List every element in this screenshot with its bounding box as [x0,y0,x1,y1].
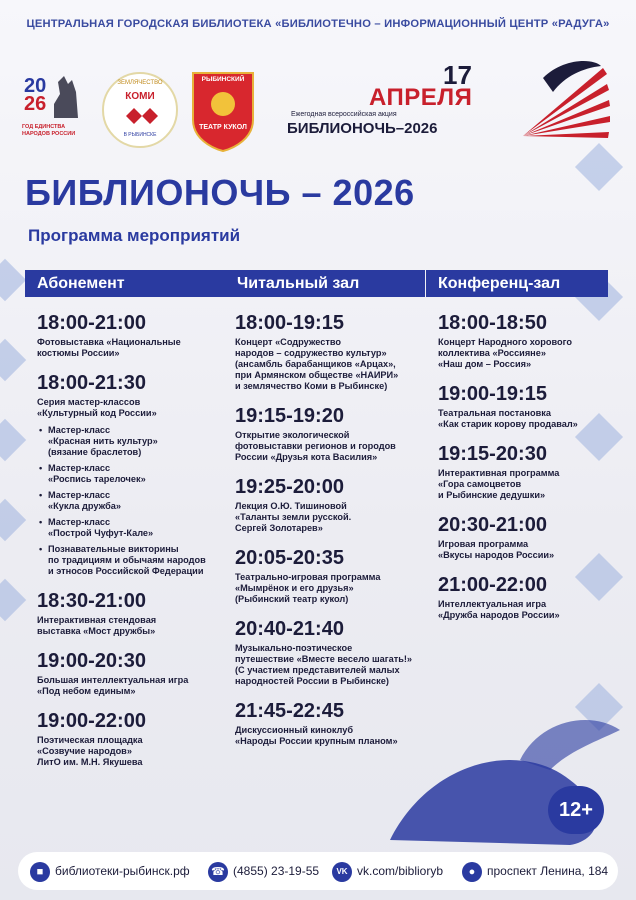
event-time: 19:15-20:30 [438,443,547,465]
page-subtitle: Программа мероприятий [28,226,241,245]
event-time: 18:30-21:00 [37,590,146,612]
phone-icon: ☎ [208,862,228,882]
location-pin-icon: ● [462,862,482,882]
event-description: Игровая программа «Вкусы народов России» [438,539,555,560]
event-time: 19:15-19:20 [235,405,344,427]
event-item [235,618,435,687]
year-logo-bottom: 26 [24,93,47,115]
phone-text: (4855) 23-19-55 [233,864,320,878]
event-time: 21:00-22:00 [438,574,547,596]
vk-link[interactable] [332,860,443,882]
list-item: • Мастер-класс «Красная нить культур» (вязание браслетов) [37,425,227,458]
schedule-column-conference-hall [438,312,608,634]
komi-pattern-icon [126,105,158,127]
address-text: проспект Ленина, 184 [487,864,609,878]
event-description: Поэтическая площадка «Созвучие народов» ЛитО им. М.Н. Якушева [37,735,143,767]
event-item [438,574,608,621]
list-item: • Мастер-класс «Кукла дружба» [37,490,227,512]
event-time: 18:00-21:00 [37,312,146,334]
puppet-theatre-logo [190,70,256,152]
event-item [37,312,227,359]
event-description: Интерактивная стендовая выставка «Мост дружбы» [37,615,157,636]
event-description: Театральная постановка «Как старик корову продавал» [438,408,578,429]
list-item: • Мастер-класс «Построй Чуфут-Кале» [37,517,227,539]
workshop-list [37,425,227,577]
partner-logos [22,70,262,152]
vk-text: vk.com/biblioryb [357,864,444,878]
event-time: 19:00-22:00 [37,710,146,732]
list-item: • Мастер-класс «Роспись тарелочек» [37,463,227,485]
event-name: БИБЛИОНОЧЬ–2026 [287,120,438,137]
komi-community-logo [102,72,178,148]
page-title: БИБЛИОНОЧЬ – 2026 [25,172,415,213]
event-item [37,710,227,768]
event-day: 17 [443,60,472,90]
event-description: Интерактивная программа «Гора самоцветов и Рыбинские дедушки» [438,468,560,500]
event-time: 18:00-19:15 [235,312,344,334]
event-time: 20:40-21:40 [235,618,344,640]
event-time: 18:00-21:30 [37,372,146,394]
event-description: Театрально-игровая программа «Мымрёнок и его друзья» (Рыбинский театр кукол) [235,572,381,604]
event-description: Лекция О.Ю. Тишиновой «Таланты земли русской. Сергей Золотарев» [235,501,352,533]
event-description: Большая интеллектуальная игра «Под небом единым» [37,675,189,696]
event-tagline: Ежегодная всероссийская акция [291,111,397,118]
list-item: • Познавательные викторины по традициям и обычаям народов и этносов Российской Федерации [37,544,227,577]
event-description: Открытие экологической фотовыставки регионов и городов России «Друзья кота Василия» [235,430,396,462]
event-description: Серия мастер-классов «Культурный код России» [37,397,157,418]
event-month: АПРЕЛЯ [369,84,473,111]
event-time: 20:05-20:35 [235,547,344,569]
organization-line: ЦЕНТРАЛЬНАЯ ГОРОДСКАЯ БИБЛИОТЕКА «БИБЛИОТЕЧНО – ИНФОРМАЦИОННЫЙ ЦЕНТР «РАДУГА» [26,18,610,30]
komi-logo-name: КОМИ [125,91,155,102]
puppet-logo-top: РЫБИНСКИЙ [201,76,245,83]
sunburst-ornament-icon [503,58,613,148]
event-time: 19:00-19:15 [438,383,547,405]
event-item [235,405,435,463]
puppet-logo-bottom: ТЕАТР КУКОЛ [199,124,247,131]
column-heading-subscription: Абонемент [25,270,225,297]
contact-footer [18,852,618,890]
event-description: Интеллектуальная игра «Дружба народов России» [438,599,560,620]
komi-logo-bottom: В РЫБИНСКЕ [123,132,157,138]
event-item [37,590,227,637]
website-text: библиотеки-рыбинск.рф [55,864,190,878]
event-item [37,372,227,577]
vk-icon: VK [332,862,352,882]
event-item [235,476,435,534]
event-time: 19:25-20:00 [235,476,344,498]
schedule-column-subscription [37,312,227,781]
phone-link[interactable] [208,860,319,882]
column-heading-conference-hall: Конференц-зал [426,270,608,297]
website-link[interactable] [30,860,190,882]
event-description: Концерт Народного хорового коллектива «Россияне» «Наш дом – Россия» [438,337,572,369]
event-time: 18:00-18:50 [438,312,547,334]
address-link[interactable] [462,860,608,882]
event-item [438,514,608,561]
event-description: Музыкально-поэтическое путешествие «Вместе весело шагать!» (С участием представителей малых народностей России в Рыбинске) [235,643,413,686]
year-of-unity-logo [22,70,84,152]
event-item [235,312,435,392]
book-icon: ■ [30,862,50,882]
event-time: 21:45-22:45 [235,700,344,722]
monument-icon [48,74,82,120]
komi-logo-top: ЗЕМЛЯЧЕСТВО [117,80,163,86]
event-item [438,312,608,370]
year-logo-caption: ГОД ЕДИНСТВА НАРОДОВ РОССИИ [22,124,76,137]
event-date-badge [283,58,613,158]
column-heading-reading-room: Читальный зал [225,270,425,297]
year-logo-top: 20 [24,75,47,97]
event-item [235,700,435,747]
event-time: 19:00-20:30 [37,650,146,672]
event-description: Дискуссионный киноклуб «Народы России крупным планом» [235,725,398,746]
event-description: Концерт «Содружество народов – содружество культур» (ансамбль барабанщиков «Арцах», при Армянском обществе «НАИРИ» и землячество Коми в Рыбинске) [235,337,399,391]
event-item [438,443,608,501]
event-item [235,547,435,605]
age-rating-badge: 12+ [548,786,604,834]
event-time: 20:30-21:00 [438,514,547,536]
ornament-left-icon [0,255,40,675]
schedule-column-reading-room [235,312,435,760]
event-description: Фотовыставка «Национальные костюмы России» [37,337,181,358]
event-item [37,650,227,697]
event-item [438,383,608,430]
